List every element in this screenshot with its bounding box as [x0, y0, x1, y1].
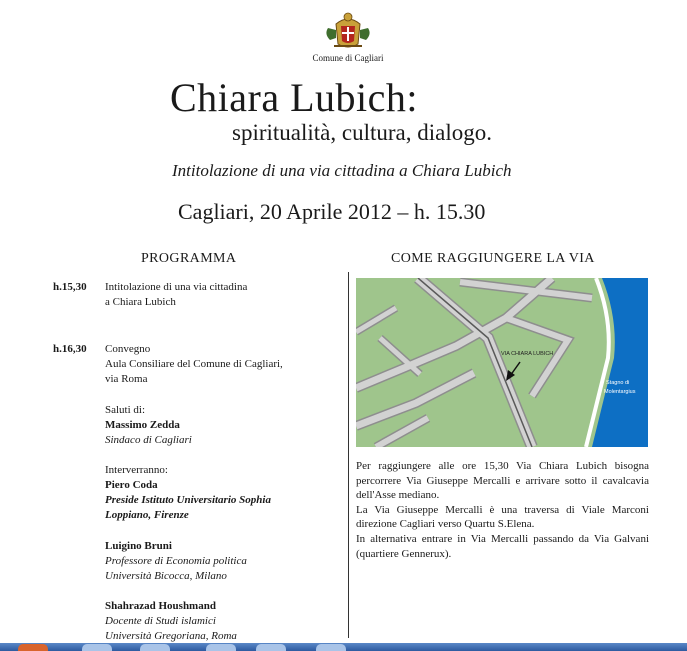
program-item-line: Intitolazione di una via cittadina [105, 281, 248, 293]
speaker-role: Professore di Economia politica [105, 555, 247, 567]
time-slot-2: h.16,30 [53, 343, 87, 355]
time-slot-1: h.15,30 [53, 281, 87, 293]
speaker-block-3 [105, 599, 237, 644]
event-title: Chiara Lubich: [170, 75, 419, 120]
directions-text [356, 459, 649, 561]
program-item-1 [105, 280, 247, 310]
speaker-role: Loppiano, Firenze [105, 509, 189, 521]
speaker-name: Massimo Zedda [105, 419, 180, 431]
speaker-role: Università Gregoriana, Roma [105, 630, 237, 642]
directions-paragraph: In alternativa entrare in Via Mercalli passando da Via Galvani (quartiere Gennerux). [356, 532, 649, 560]
taskbar-button[interactable] [316, 644, 346, 651]
program-item-line: Aula Consiliare del Comune di Cagliari, [105, 358, 283, 370]
city-crest-icon [322, 10, 374, 50]
speaker-role: Docente di Studi islamici [105, 615, 216, 627]
speaker-name: Piero Coda [105, 479, 158, 491]
program-item-line: via Roma [105, 373, 148, 385]
directions-paragraph: La Via Giuseppe Mercalli è una traversa di Viale Marconi direzione Cagliari verso Quartu S.Elena. [356, 503, 649, 531]
speaker-role: Preside Istituto Universitario Sophia [105, 494, 271, 506]
program-item-line: a Chiara Lubich [105, 296, 176, 308]
event-subtitle: spiritualità, cultura, dialogo. [232, 120, 492, 145]
speakers-label: Interverranno: [105, 464, 168, 476]
location-map [356, 278, 648, 447]
taskbar-button[interactable] [82, 644, 112, 651]
taskbar [0, 643, 687, 651]
speaker-role: Università Bicocca, Milano [105, 570, 227, 582]
speaker-block-2 [105, 539, 247, 584]
program-item-title: Convegno [105, 343, 151, 355]
speaker-name: Luigino Bruni [105, 540, 172, 552]
directions-paragraph: Per raggiungere alle ore 15,30 Via Chiara Lubich bisogna percorrere Via Giuseppe Mercalli e arrivare sotto il cavalcavia dell'Asse mediano. [356, 460, 649, 502]
column-divider [348, 272, 349, 638]
map-lagoon-label: Stagno di [606, 380, 630, 386]
taskbar-button[interactable] [256, 644, 286, 651]
speaker-block-1 [105, 463, 271, 523]
program-item-2 [105, 342, 283, 387]
greetings-label: Saluti di: [105, 404, 146, 416]
event-dedication: Intitolazione di una via cittadina a Chiara Lubich [172, 161, 512, 180]
taskbar-button[interactable] [140, 644, 170, 651]
event-date-time: Cagliari, 20 Aprile 2012 – h. 15.30 [178, 199, 486, 224]
speaker-role: Sindaco di Cagliari [105, 434, 192, 446]
speaker-name: Shahrazad Houshmand [105, 600, 216, 612]
start-button[interactable] [18, 644, 48, 651]
map-street-label: VIA CHIARA LUBICH [501, 351, 554, 357]
greetings-block [105, 403, 192, 448]
taskbar-button[interactable] [206, 644, 236, 651]
city-name: Comune di Cagliari [312, 53, 384, 63]
directions-heading: COME RAGGIUNGERE LA VIA [391, 251, 595, 266]
map-lagoon-label: Molentargius [604, 389, 636, 395]
program-heading: PROGRAMMA [141, 251, 237, 266]
